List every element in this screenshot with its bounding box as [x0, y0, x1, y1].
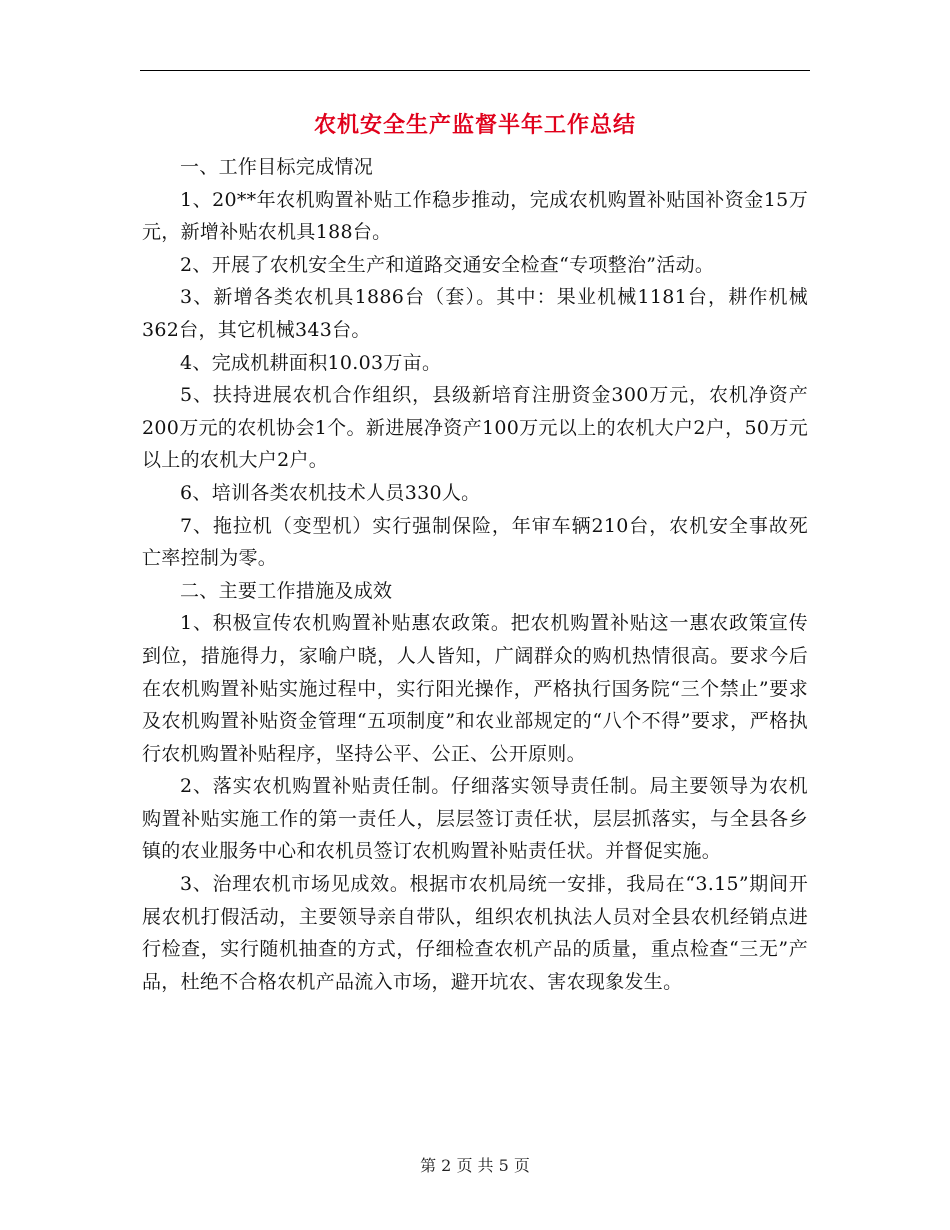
paragraph-market-governance: 3、治理农机市场见成效。根据市农机局统一安排，我局在“3.15”期间开展农机打假活动，主要领导亲自带队，组织农机执法人员对全县农机经销点进行检查，实行随机抽查的方式，仔细检查农机产品的质量，重点检查“三无”产品，杜绝不合格农机产品流入市场，避开坑农、害农现象发生。 [142, 873, 808, 993]
paragraph-policy-promotion: 1、积极宣传农机购置补贴惠农政策。把农机购置补贴这一惠农政策宣传到位，措施得力，家喻户晓，人人皆知，广阔群众的购机热情很高。要求今后在农机购置补贴实施过程中，实行阳光操作，严格执行国务院“三个禁止”要求及农机购置补贴资金管理“五项制度”和农业部规定的“八个不得”要求，严格执行农机购置补贴程序，坚持公平、公正、公开原则。 [142, 612, 808, 765]
section-heading-measures: 二、主要工作措施及成效 [180, 579, 393, 602]
document-title: 农机安全生产监督半年工作总结 [313, 112, 636, 138]
header-rule [140, 70, 810, 71]
section-heading-goals: 一、工作目标完成情况 [180, 156, 374, 178]
paragraph-responsibility: 2、落实农机购置补贴责任制。仔细落实领导责任制。局主要领导为农机购置补贴实施工作的第一责任人，层层签订责任状，层层抓落实，与全县各乡镇的农业服务中心和农机员签订农机购置补贴责任状。并督促实施。 [142, 775, 808, 863]
paragraph-insurance: 7、拖拉机（变型机）实行强制保险，年审车辆210台，农机安全事故死亡率控制为零。 [142, 514, 808, 570]
paragraph-new-machinery: 3、新增各类农机具1886台（套）。其中：果业机械1181台，耕作机械362台，其它机械343台。 [142, 286, 808, 341]
paragraph-training: 6、培训各类农机技术人员330人。 [180, 481, 481, 504]
document-body [142, 151, 808, 998]
paragraph-subsidy: 1、20**年农机购置补贴工作稳步推动，完成农机购置补贴国补资金15万元，新增补贴农机具188台。 [142, 188, 808, 244]
paragraph-special-campaign: 2、开展了农机安全生产和道路交通安全检查“专项整治”活动。 [180, 253, 715, 276]
paragraph-cooperatives: 5、扶持进展农机合作组织，县级新培育注册资金300万元，农机净资产200万元的农机协会1个。新进展净资产100万元以上的农机大户2户，50万元以上的农机大户2户。 [142, 384, 808, 472]
page-number-footer: 第 2 页 共 5 页 [420, 1156, 530, 1175]
paragraph-plough-area: 4、完成机耕面积10.03万亩。 [180, 351, 442, 374]
